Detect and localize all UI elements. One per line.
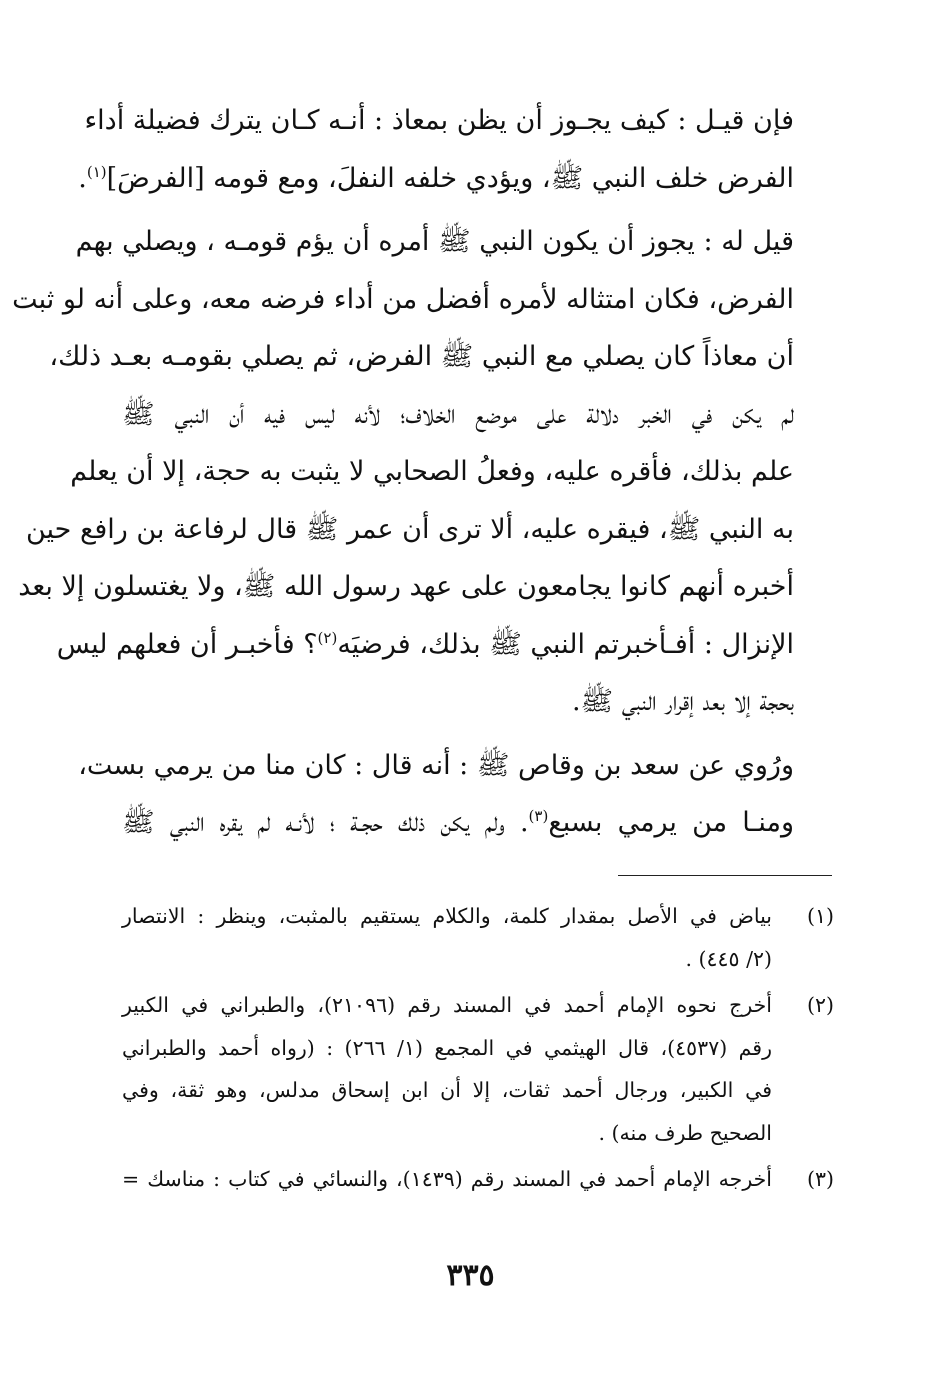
footnote-text xyxy=(122,1158,772,1201)
footnote-line: بياض في الأصل بمقدار كلمة، والكلام يستقيم بالمثبت، وينظر : الانتصار xyxy=(122,904,772,928)
text-line: فإن قيـل : كيف يجـوز أن يظن بمعاذ : أنـه كـان يترك فضيلة أداء xyxy=(84,105,794,136)
text-line: لم يكن في الخبر دلالة على موضع الخلاف؛ لأنه ليس فيه أن النبي ﷺ xyxy=(122,398,794,430)
text-line: قيل له : يجوز أن يكون النبي ﷺ أمره أن يؤم قومـه ، ويصلي بهم xyxy=(75,226,794,257)
text-line xyxy=(122,794,834,852)
text-line: بحجة إلا بعد إقرار النبي ﷺ. xyxy=(571,686,794,717)
text-line: ورُوي عن سعد بن وقاص ﷺ : أنه قال : كان منا من يرمي بست، xyxy=(78,749,794,781)
page-number: ٣٣٥ xyxy=(446,1258,495,1293)
footnote-line: رقم (٤٥٣٧)، قال الهيثمي في المجمع (١/ ٢٦٦) : (رواه أحمد والطبراني xyxy=(122,1035,772,1060)
footnote-ref-1: (١) xyxy=(86,162,107,181)
footnote-line: أخرجه الإمام أحمد في المسند رقم (١٤٣٩)، والنسائي في كتاب : مناسك = xyxy=(122,1167,772,1191)
footnote-number: (١) xyxy=(806,904,834,928)
paragraph-answer xyxy=(12,213,834,731)
text-line xyxy=(56,616,834,674)
text-line-end: ؟ فأخبـر أن فعلهم ليس xyxy=(56,628,318,660)
footnotes xyxy=(122,895,834,1205)
paragraph-question xyxy=(78,92,834,207)
text-line-end: . xyxy=(78,162,87,194)
text-line-end: . ولم يكن ذلك حجـة ؛ لأنـه لم يقره النبي ﷺ xyxy=(122,807,529,838)
footnote-line: في الكبير، ورجال أحمد ثقات، إلا أن ابن إسحاق مدلس، وهو ثقة، وفي xyxy=(122,1078,772,1102)
footnote-2 xyxy=(122,984,834,1154)
footnote-ref-3: (٣) xyxy=(528,807,549,825)
footnote-text xyxy=(122,895,772,980)
footnote-text xyxy=(122,984,772,1154)
text-line-content: الإنزال : أفـأخبرتم النبي ﷺ بذلك، فرضيَه xyxy=(337,628,794,660)
footnote-number: (٢) xyxy=(806,993,834,1017)
footnote-ref-2: (٢) xyxy=(317,628,338,647)
footnote-line: (٢/ ٤٤٥) . xyxy=(685,946,772,971)
text-line xyxy=(78,150,834,208)
footnote-number: (٣) xyxy=(806,1167,834,1191)
text-line: الفرض، فكان امتثاله لأمره أفضل من أداء فرضه معه، وعلى أنه لو ثبت xyxy=(12,283,794,315)
text-line: أن معاذاً كان يصلي مع النبي ﷺ الفرض، ثم يصلي بقومـه بعـد ذلك، xyxy=(49,341,794,372)
text-line-content: الفرض خلف النبي ﷺ، ويؤدي خلفه النفلَ، ومع قومه [الفرضَ] xyxy=(106,162,794,194)
footnote-line: الصحيح طرف منه) . xyxy=(598,1120,772,1145)
footnote-3 xyxy=(122,1158,834,1201)
text-line: به النبي ﷺ، فيقره عليه، ألا ترى أن عمر ﷺ قال لرفاعة بن رافع حين xyxy=(25,513,794,545)
text-line: علم بذلك، فأقره عليه، وفعلُ الصحابي لا يثبت به حجة، إلا أن يعلم xyxy=(70,456,794,487)
text-line-content: ومنـا من يرمي بسبع xyxy=(548,807,795,838)
paragraph-narration xyxy=(78,737,834,852)
footnote-line: أخرج نحوه الإمام أحمد في المسند رقم (٢١٠٩٦)، والطبراني في الكبير xyxy=(122,993,772,1017)
footnote-1 xyxy=(122,895,834,980)
footnote-separator xyxy=(618,875,832,876)
main-text xyxy=(12,92,834,852)
text-line: أخبره أنهم كانوا يجامعون على عهد رسول الله ﷺ، ولا يغتسلون إلا بعد xyxy=(18,571,794,602)
